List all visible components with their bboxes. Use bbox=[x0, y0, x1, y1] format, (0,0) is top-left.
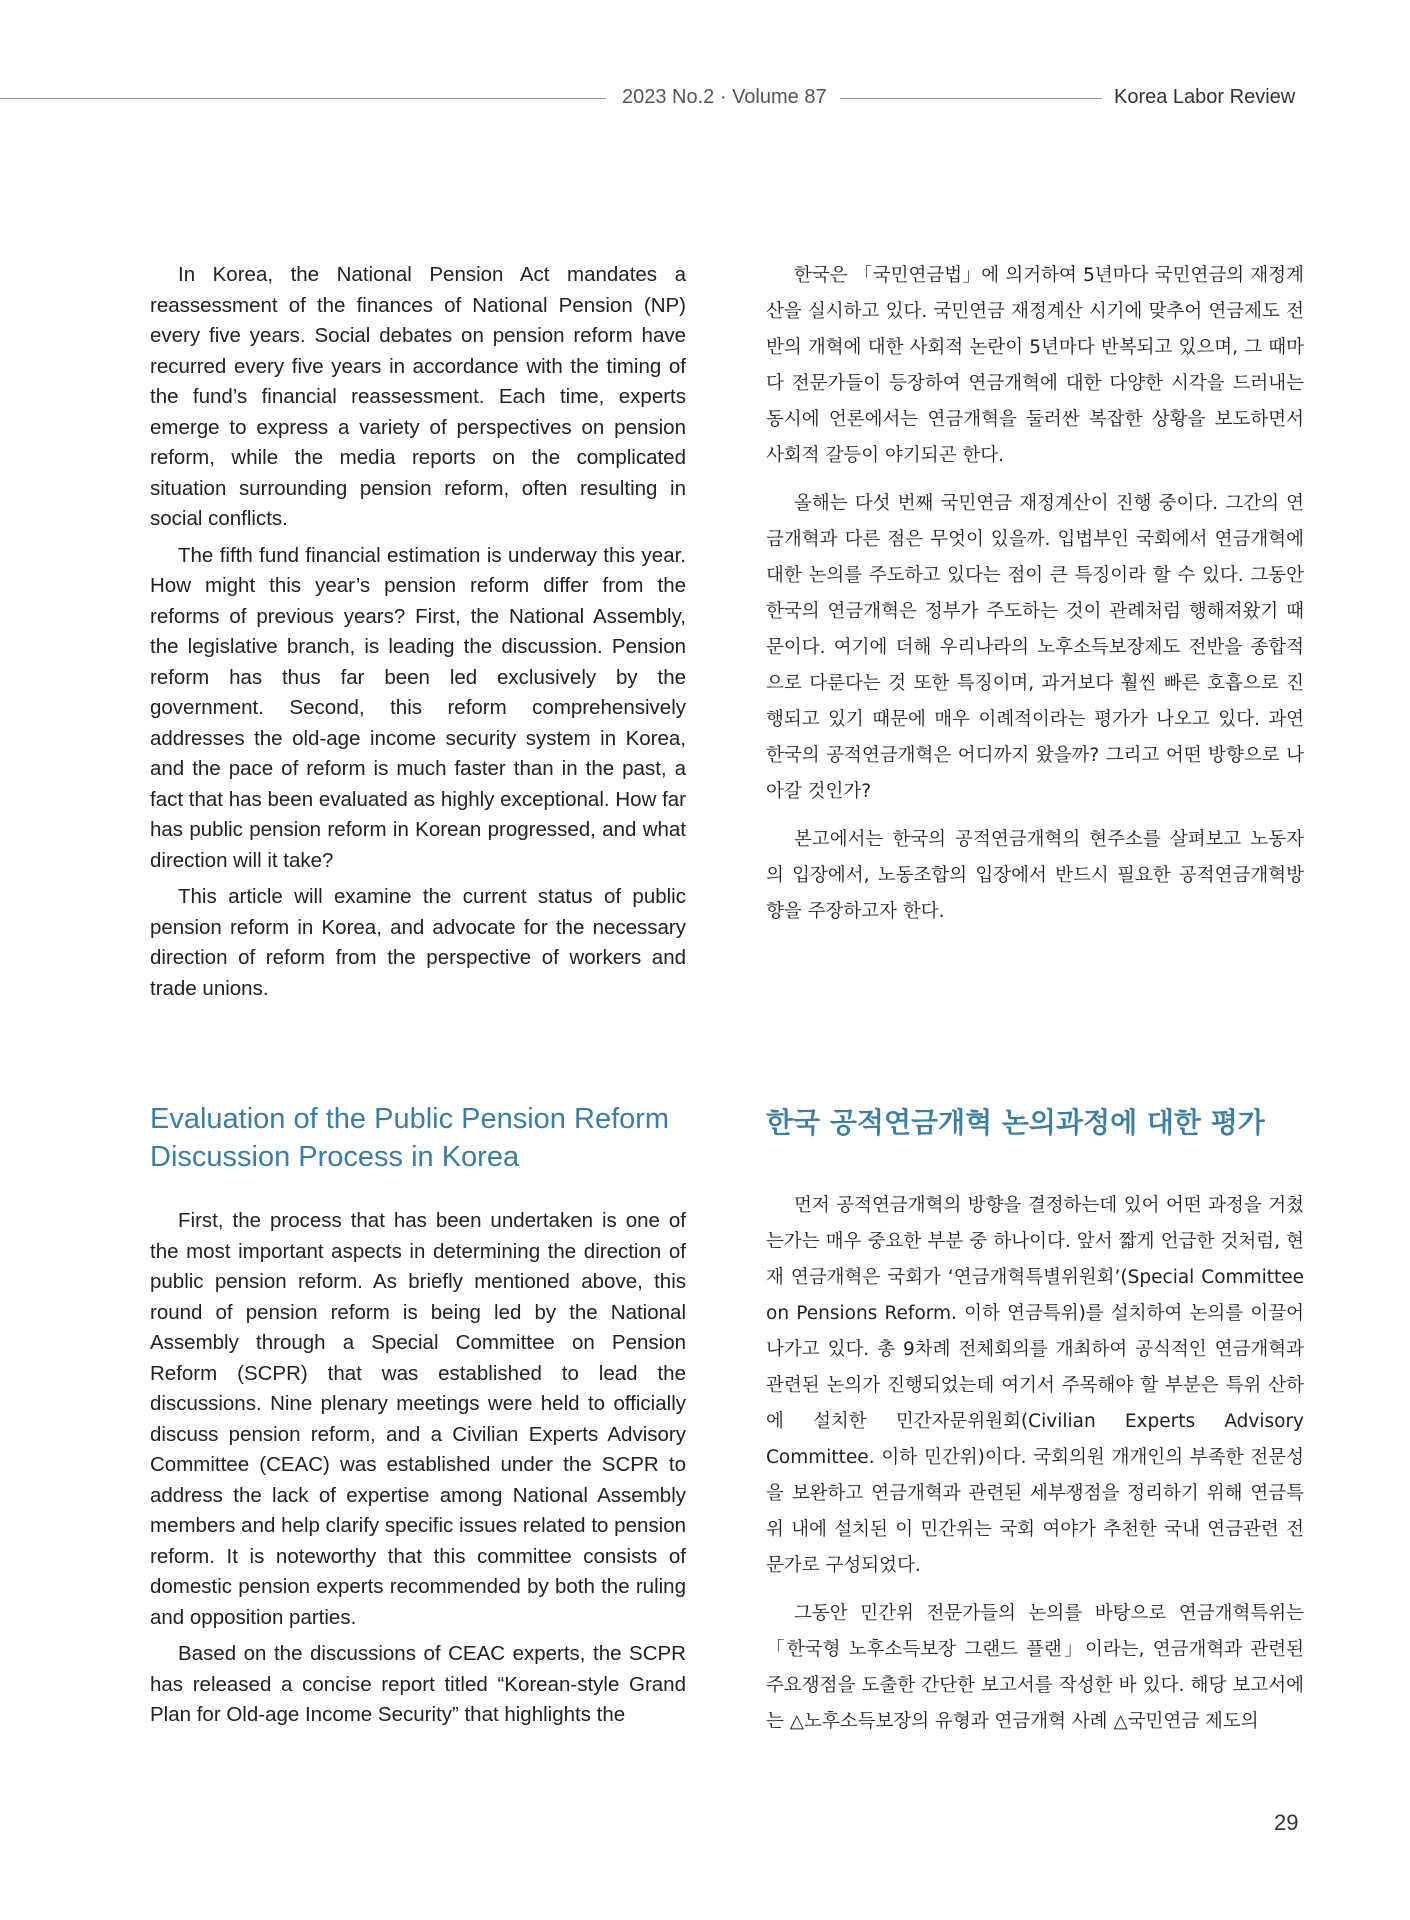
section-english-column bbox=[150, 1206, 686, 1731]
running-header bbox=[0, 86, 1410, 110]
intro-ko-paragraph-1: 한국은 「국민연금법」에 의거하여 5년마다 국민연금의 재정계산을 실시하고 있다. 국민연금 재정계산 시기에 맞추어 연금제도 전반의 개혁에 대한 사회적 논란이 5년마다 반복되고 있으며, 그 때마다 전문가들이 등장하여 연금개혁에 대한 다양한 시각을 드러내는 동시에 언론에서는 연금개혁을 둘러싼 복잡한 상황을 보도하면서 사회적 갈등이 야기되곤 한다. bbox=[766, 265, 1304, 466]
journal-title: Korea Labor Review bbox=[1114, 86, 1296, 108]
section-ko-paragraph-2: 그동안 민간위 전문가들의 논의를 바탕으로 연금개혁특위는 「한국형 노후소득보장 그랜드 플랜」이라는, 연금개혁과 관련된 주요쟁점을 도출한 간단한 보고서를 작성한 바 있다. 해당 보고서에는 △노후소득보장의 유형과 연금개혁 사례 △국민연금 제도의 bbox=[766, 1603, 1304, 1732]
intro-en-paragraph-2: The fifth fund financial estimation is underway this year. How might this year’s pension reform differ from the reforms of previous years? First, the National Assembly, the legislative branch, is leading the discussion. Pension reform has thus far been led exclusively by the government. Second, this reform comprehensively addresses the old-age income security system in Korea, and the pace of reform is much faster than in the past, a fact that has been evaluated as highly exceptional. How far has public pension reform in Korean progressed, and what direction will it take? bbox=[150, 543, 686, 872]
header-rule-left bbox=[0, 98, 606, 99]
page-number: 29 bbox=[1274, 1810, 1299, 1835]
intro-ko-paragraph-2: 올해는 다섯 번째 국민연금 재정계산이 진행 중이다. 그간의 연금개혁과 다른 점은 무엇이 있을까. 입법부인 국회에서 연금개혁에 대한 논의를 주도하고 있다는 점이 큰 특징이라 할 수 있다. 그동안 한국의 연금개혁은 정부가 주도하는 것이 관례처럼 행해져왔기 때문이다. 여기에 더해 우리나라의 노후소득보장제도 전반을 종합적으로 다룬다는 것 또한 특징이며, 과거보다 훨씬 빠른 호흡으로 진행되고 있기 때문에 매우 이례적이라는 평가가 나오고 있다. 과연 한국의 공적연금개혁은 어디까지 왔을까? 그리고 어떤 방향으로 나아갈 것인가? bbox=[766, 493, 1304, 802]
intro-english-column bbox=[150, 260, 686, 1004]
header-rule-middle bbox=[840, 98, 1102, 99]
section-heading-english: Evaluation of the Public Pension Reform Discussion Process in Korea bbox=[150, 1103, 670, 1173]
issue-label: 2023 No.2 · Volume 87 bbox=[622, 86, 827, 108]
intro-ko-paragraph-3: 본고에서는 한국의 공적연금개혁의 현주소를 살펴보고 노동자의 입장에서, 노동조합의 입장에서 반드시 필요한 공적연금개혁방향을 주장하고자 한다. bbox=[766, 829, 1304, 922]
section-en-paragraph-2: Based on the discussions of CEAC experts, the SCPR has released a concise report titled “Korean-style Grand Plan for Old-age Income Security” that highlights the bbox=[150, 1642, 686, 1726]
intro-en-paragraph-1: In Korea, the National Pension Act mandates a reassessment of the finances of National Pension (NP) every five years. Social debates on pension reform have recurred every five years in accordance with the timing of the fund’s financial reassessment. Each time, experts emerge to express a variety of perspectives on pension reform, while the media reports on the complicated situation surrounding pension reform, often resulting in social conflicts. bbox=[150, 263, 686, 530]
section-en-paragraph-1: First, the process that has been undertaken is one of the most important aspects in determining the direction of public pension reform. As briefly mentioned above, this round of pension reform is being led by the National Assembly through a Special Committee on Pension Reform (SCPR) that was established to lead the discussions. Nine plenary meetings were held to officially discuss pension reform, and a Civilian Experts Advisory Committee (CEAC) was established under the SCPR to address the lack of expertise among National Assembly members and help clarify specific issues related to pension reform. It is noteworthy that this committee consists of domestic pension experts recommended by both the ruling and opposition parties. bbox=[150, 1209, 686, 1629]
section-heading-korean: 한국 공적연금개혁 논의과정에 대한 평가 bbox=[766, 1106, 1265, 1139]
intro-korean-column bbox=[766, 258, 1304, 930]
section-korean-column bbox=[766, 1188, 1304, 1740]
intro-en-paragraph-3: This article will examine the current status of public pension reform in Korea, and advocate for the necessary direction of reform from the perspective of workers and trade unions. bbox=[150, 885, 686, 1000]
section-ko-paragraph-1: 먼저 공적연금개혁의 방향을 결정하는데 있어 어떤 과정을 거쳤는가는 매우 중요한 부분 중 하나이다. 앞서 짧게 언급한 것처럼, 현재 연금개혁은 국회가 ‘연금개혁특별위원회’(Special Committee on Pensions Reform. 이하 연금특위)를 설치하여 논의를 이끌어나가고 있다. 총 9차례 전체회의를 개최하여 공식적인 연금개혁과 관련된 논의가 진행되었는데 여기서 주목해야 할 부분은 특위 산하에 설치한 민간자문위원회(Civilian Experts Advisory Committee. 이하 민간위)이다. 국회의원 개개인의 부족한 전문성을 보완하고 연금개혁과 관련된 세부쟁점을 정리하기 위해 연금특위 내에 설치된 이 민간위는 국회 여야가 추천한 국내 연금관련 전문가로 구성되었다. bbox=[766, 1195, 1304, 1576]
